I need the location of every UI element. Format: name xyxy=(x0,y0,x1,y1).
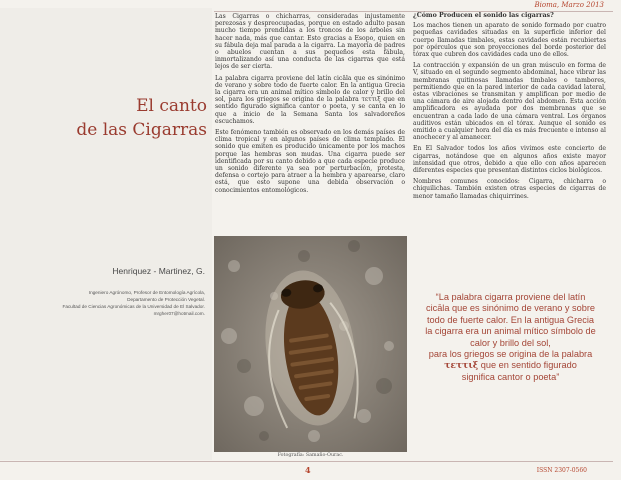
cicada-photo xyxy=(214,236,407,452)
article-title xyxy=(76,94,207,142)
quote-line: cicāla que es sinónimo de verano y sobre xyxy=(425,303,596,314)
paragraph: En El Salvador todos los años vivimos este concierto de cigarras, notándose que en algunos años existe mayor intensidad que otros, debido a que ello con años aparecen diferentes especies que presentan distintos ciclos biológicos. xyxy=(413,145,606,175)
issue-label: Bioma, Marzo 2013 xyxy=(534,1,604,9)
footer-rule xyxy=(0,461,621,462)
title-line-2: de las Cigarras xyxy=(76,120,207,140)
greek-word: τεττιξ xyxy=(444,360,479,372)
paragraph: Los machos tienen un aparato de sonido formado por cuatro pequeñas cavidades situadas en la superficie inferior del cuerpo llamadas timbales, estas cavidades están recubiertas por opérculos que son proyecciones del borde posterior del tórax que cubren dos cavidades cada uno de ellos. xyxy=(413,22,606,59)
quote-line: la cigarra era un animal mítico símbolo de xyxy=(425,326,596,337)
affiliation-line: Ingeniero Agrónomo, Profesor de Entomología Agrícola, xyxy=(88,290,205,295)
issn-label: ISSN 2307-0560 xyxy=(536,467,587,474)
left-panel xyxy=(0,8,212,460)
quote-line xyxy=(414,360,607,371)
author-email: mrgher07@hotmail.com. xyxy=(153,311,205,316)
quote-fragment: que en sentido figurado xyxy=(478,360,577,371)
quote-line: significa cantor o poeta” xyxy=(461,371,560,382)
paragraph: Nombres comunes conocidos: Cigarra, chicharra o chiquilichas. También existen otras especies de cigarras de menor tamaño llamadas chiquirrines. xyxy=(413,178,606,200)
photo-caption: Fotografía: Samaño-Ourac. xyxy=(277,453,344,458)
page-edge xyxy=(613,0,621,480)
text-column-2 xyxy=(413,12,606,204)
paragraph: Este fenómeno también es observado en los demás países de clima tropical y en algunos países de clima templado. El sonido que emiten es producido únicamente por los machos porque las hembras son mudas. Una cigarra puede ser identificada por su canto debido a que cada especie produce un sonido diferente ya sea por perturbación, protesta, defensa o cortejo para atraer a la hembra y aparearse, claro está, que esto supone una debida observación o conocimientos entomológicos. xyxy=(215,129,405,194)
affiliation-line: Facultad de Ciencias Agronómicas de la Universidad de El Salvador. xyxy=(62,304,205,309)
paragraph: La palabra cigarra proviene del latín cicāla que es sinónimo de verano y sobre todo de fuerte calor. En la antigua Grecia la cigarra era un animal mítico símbolo de calor y brillo del sol, para los griegos se origina de la palabra τεττιξ que en sentido figurado significa cantor o poeta, y se canta en lo que a inicio de la Semana Santa los salvadoreños escuchamos. xyxy=(215,74,405,125)
quote-line: “La palabra cigarra proviene del latín xyxy=(435,292,586,302)
author-name: Henriquez - Martinez, G. xyxy=(112,266,205,276)
title-line-1: El canto xyxy=(136,96,207,116)
quote-line: todo de fuerte calor. En la antigua Grecia xyxy=(426,314,594,325)
quote-line: calor y brillo del sol, xyxy=(470,337,551,348)
section-heading: ¿Cómo Producen el sonido las cigarras? xyxy=(413,12,554,19)
cicada-image xyxy=(214,236,407,452)
quote-line: para los griegos se origina de la palabra xyxy=(428,349,593,360)
text-column-1 xyxy=(215,13,405,198)
pull-quote xyxy=(414,292,607,383)
affiliation-line: Departamento de Protección Vegetal. xyxy=(127,297,205,302)
paragraph: La contracción y expansión de un gran músculo en forma de V, situado en el segundo segmento abdominal, hace vibrar las membranas quitinosas llamadas timbales o tambores, permitiendo que en la pared interior de cada cavidad lateral, estas vibraciones se transmitan y amplifican por medio de una cámara de aire alojada dentro del abdomen. Esta acción amplificadora es ayudada por dos membranas que se encuentran a cada lado de una cámara ventral. Los órganos auditivos están ubicados en el tórax. Aunque el sonido es emitido a cualquier hora del día es más frecuente e intenso al anochecer y al amanecer. xyxy=(413,62,606,142)
author-affiliation xyxy=(0,289,205,317)
page-number: 4 xyxy=(305,465,311,475)
paragraph: Las Cigarras o chicharras, consideradas injustamente perezosas y despreocupadas, porque en estado adulto pasan mucho tiempo prendidas a los troncos de los árboles sin hacer nada, más que cantar. Esto gracias a Esopo, quien en su fábula deja mal parada a la cigarra. La mayoría de padres o abuelos cuentan a sus pequeños esta fábula, inmortalizando así una conducta de las cigarras que está lejos de ser cierta. xyxy=(215,13,405,71)
